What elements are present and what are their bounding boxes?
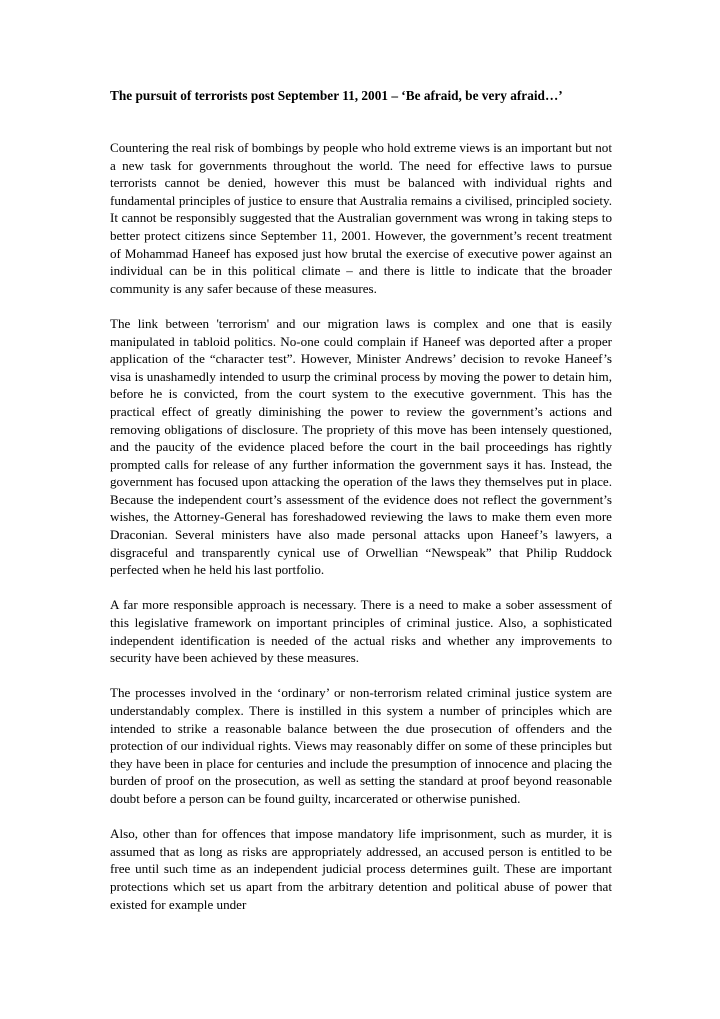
paragraph-3: A far more responsible approach is necessary. There is a need to make a sober assessment of this legislative framework on important principles of criminal justice. Also, a sophisticated independent identification is needed of the actual risks and whether any improvements to security have been achieved by these measures. bbox=[110, 597, 612, 666]
paragraph-5: Also, other than for offences that impose mandatory life imprisonment, such as murder, it is assumed that as long as risks are appropriately addressed, an accused person is entitled to be free until such time as an independent judicial process determines guilt. These are important protections which set us apart from the arbitrary detention and political abuse of power that existed for example under bbox=[110, 826, 612, 912]
document-title: The pursuit of terrorists post September 11, 2001 – ‘Be afraid, be very afraid…’ bbox=[110, 88, 563, 103]
document-body bbox=[110, 80, 612, 913]
paragraph-2: The link between 'terrorism' and our migration laws is complex and one that is easily manipulated in tabloid politics. No-one could complain if Haneef was deported after a proper application of the “character test”. However, Minister Andrews’ decision to revoke Haneef’s visa is unashamedly intended to usurp the criminal process by moving the power to detain him, before he is convicted, from the court system to the executive government. This has the practical effect of greatly diminishing the power to review the government’s actions and removing obligations of disclosure. The propriety of this move has been intensely questioned, and the paucity of the evidence placed before the court in the bail proceedings has rightly prompted calls for release of any further information the government says it has. Instead, the government has focused upon attacking the operation of the laws they themselves put in place. Because the independent court’s assessment of the evidence does not reflect the government’s wishes, the Attorney-General has foreshadowed reviewing the laws to make them even more Draconian. Several ministers have also made personal attacks upon Haneef’s lawyers, a disgraceful and transparently cynical use of Orwellian “Newspeak” that Philip Ruddock perfected when he held his last portfolio. bbox=[110, 315, 612, 578]
paragraph-4: The processes involved in the ‘ordinary’ or non-terrorism related criminal justice system are understandably complex. There is instilled in this system a number of principles which are intended to strike a reasonable balance between the due prosecution of offenders and the protection of our individual rights. Views may reasonably differ on some of these principles but they have been in place for centuries and include the presumption of innocence and placing the burden of proof on the prosecution, as well as setting the standard at proof beyond reasonable doubt before a person can be found guilty, incarcerated or otherwise punished. bbox=[110, 685, 612, 806]
paragraph-1: Countering the real risk of bombings by people who hold extreme views is an important but not a new task for governments throughout the world. The need for effective laws to pursue terrorists cannot be denied, however this must be balanced with individual rights and fundamental principles of justice to ensure that Australia remains a civilised, principled society. It cannot be responsibly suggested that the Australian government was wrong in taking steps to better protect citizens since September 11, 2001. However, the government’s recent treatment of Mohammad Haneef has exposed just how brutal the exercise of executive power against an individual can be in this political climate – and there is little to indicate that the broader community is any safer because of these measures. bbox=[110, 140, 612, 296]
